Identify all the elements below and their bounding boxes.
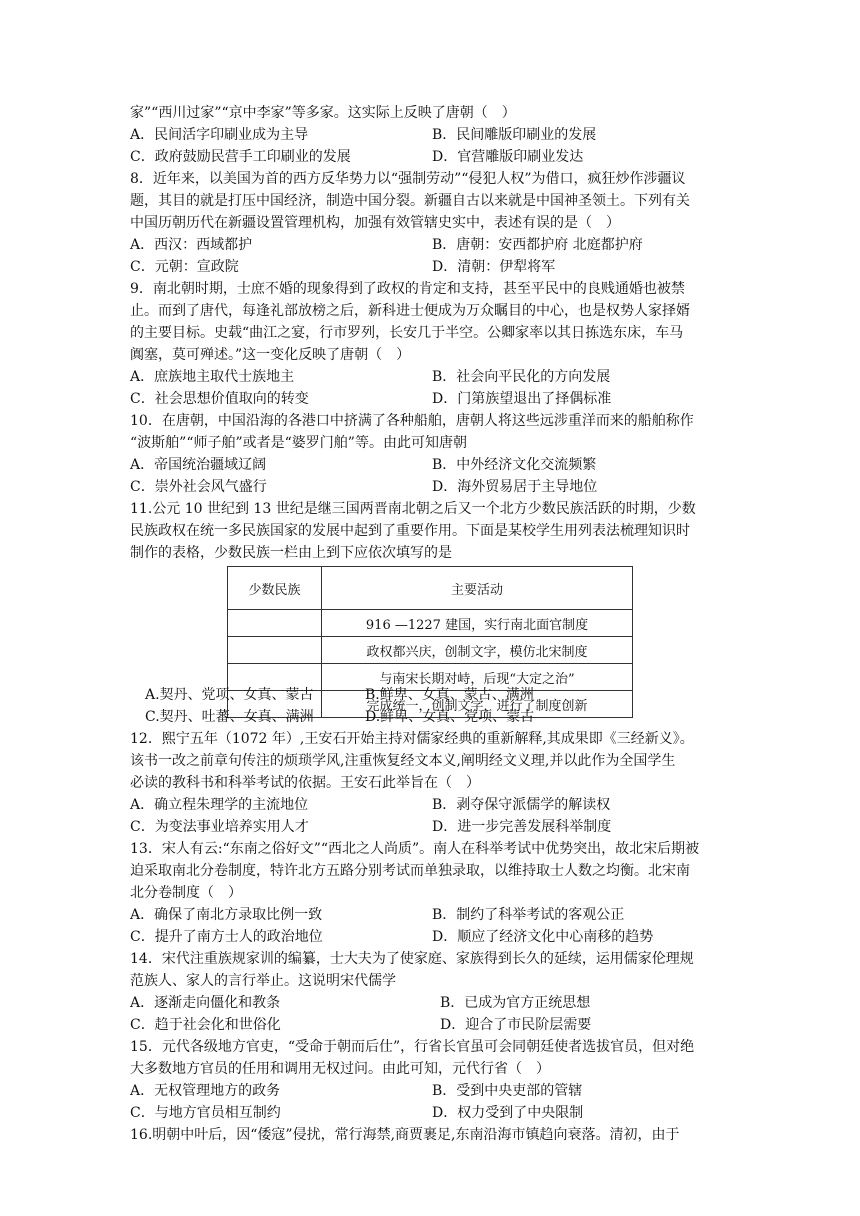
q12-option-a[interactable]: A．确立程朱理学的主流地位 [130, 797, 309, 813]
q14-option-a[interactable]: A．逐渐走向僵化和教条 [130, 995, 281, 1011]
q11-stem-line: 制作的表格，少数民族一栏由上到下应依次填写的是 [130, 545, 452, 561]
q16-stem-line: 16.明朝中叶后，因“倭寇”侵扰，常行海禁,商贾裹足,东南沿海市镇趋向衰落。清初，由于 [130, 1127, 680, 1143]
q14-stem-line: 范族人、家人的言行举止。这说明宋代儒学 [130, 973, 396, 989]
q14-option-d[interactable]: D．迎合了市民阶层需要 [440, 1017, 592, 1033]
q10-option-c[interactable]: C．崇外社会风气盛行 [130, 479, 267, 495]
q12-option-c[interactable]: C．为变法事业培养实用人才 [130, 819, 309, 835]
q13-option-d[interactable]: D．顺应了经济文化中心南移的趋势 [432, 929, 654, 945]
q8-option-b[interactable]: B．唐朝：安西都护府 北庭都护府 [432, 237, 643, 253]
q9-stem-line: 9．南北朝时期，士庶不婚的现象得到了政权的肯定和支持，甚至平民中的良贱通婚也被禁 [130, 281, 685, 297]
q11-stem-line: 民族政权在统一多民族国家的发展中起到了重要作用。下面是某校学生用列表法梳理知识时 [130, 523, 690, 539]
q12-stem-line: 必读的教科书和科举考试的依据。王安石此举旨在（ ） [130, 775, 480, 791]
q14-stem-line: 14．宋代注重族规家训的编纂，士大夫为了使家庭、家族得到长久的延续，运用儒家伦理规 [130, 951, 694, 967]
q10-stem-line: 10．在唐朝，中国沿海的各港口中挤满了各种船舶，唐朝人将这些远涉重洋而来的船舶称作 [130, 413, 694, 429]
q13-option-b[interactable]: B．制约了科举考试的客观公正 [432, 907, 625, 923]
q13-stem-line: 北分卷制度（ ） [130, 885, 242, 901]
q13-option-c[interactable]: C．提升了南方士人的政治地位 [130, 929, 323, 945]
table-header-activity: 主要活动 [322, 567, 633, 610]
q12-stem-line: 该书一改之前章句传注的烦琐学风,注重恢复经文本义,阐明经文义理,并以此作为全国学生 [130, 753, 676, 769]
q7-option-c[interactable]: C．政府鼓励民营手工印刷业的发展 [130, 149, 351, 165]
table-row [228, 610, 633, 637]
q10-option-a[interactable]: A．帝国统治疆域辽阔 [130, 457, 267, 473]
q9-option-c[interactable]: C．社会思想价值取向的转变 [130, 391, 309, 407]
table-cell-activity: 916 —1227 建国，实行南北面官制度 [322, 610, 633, 637]
table-cell-activity: 与南宋长期对峙，后现“大定之治” [322, 664, 633, 691]
q15-stem-line: 15．元代各级地方官吏，“受命于朝而后仕”，行省长官虽可会同朝廷使者选拔官员，但对绝 [130, 1039, 695, 1055]
q9-option-d[interactable]: D．门第族望退出了择偶标准 [432, 391, 612, 407]
table-cell-ethnic [228, 610, 322, 637]
q11-stem-line: 11.公元 10 世纪到 13 世纪是继三国两晋南北朝之后又一个北方少数民族活跃的时期，少数 [130, 501, 696, 517]
q7-option-b[interactable]: B．民间雕版印刷业的发展 [432, 127, 597, 143]
q9-stem-line: 止。而到了唐代，每逢礼部放榜之后，新科进士便成为万众瞩目的中心，也是权势人家择婿 [130, 303, 690, 319]
q8-option-c[interactable]: C．元朝：宣政院 [130, 259, 239, 275]
q13-option-a[interactable]: A．确保了南北方录取比例一致 [130, 907, 323, 923]
table-header-row [228, 567, 633, 610]
q14-option-c[interactable]: C．趋于社会化和世俗化 [130, 1017, 281, 1033]
q8-stem-line: 中国历朝历代在新疆设置管理机构，加强有效管辖史实中，表述有误的是（ ） [130, 215, 620, 231]
q8-stem-line: 8．近年来，以美国为首的西方反华势力以“强制劳动”“侵犯人权”为借口，疯狂炒作涉疆议 [130, 171, 686, 187]
q15-option-a[interactable]: A．无权管理地方的政务 [130, 1083, 281, 1099]
q8-stem-line: 题，其目的就是打压中国经济，制造中国分裂。新疆自古以来就是中国神圣领土。下列有关 [130, 193, 690, 209]
q9-option-b[interactable]: B．社会向平民化的方向发展 [432, 369, 611, 385]
q15-option-d[interactable]: D．权力受到了中央限制 [432, 1105, 584, 1121]
q15-option-c[interactable]: C．与地方官员相互制约 [130, 1105, 281, 1121]
q15-option-b[interactable]: B．受到中央吏部的管辖 [432, 1083, 583, 1099]
q10-option-b[interactable]: B．中外经济文化交流频繁 [432, 457, 597, 473]
q7-option-a[interactable]: A．民间活字印刷业成为主导 [130, 127, 309, 143]
q12-option-d[interactable]: D．进一步完善发展科举制度 [432, 819, 612, 835]
table-header-ethnic: 少数民族 [228, 567, 322, 610]
q9-stem-line: 阗塞，莫可殚述。”这一变化反映了唐朝（ ） [130, 347, 411, 363]
q10-stem-line: “波斯舶”“师子舶”或者是“婆罗门舶”等。由此可知唐朝 [130, 435, 467, 451]
q11-option-b[interactable]: B.鲜卑、女真、蒙古、满洲 [365, 687, 534, 703]
q7-option-d[interactable]: D．官营雕版印刷业发达 [432, 149, 584, 165]
q12-option-b[interactable]: B．剥夺保守派儒学的解读权 [432, 797, 611, 813]
q15-stem-line: 大多数地方官员的任用和调用无权过问。由此可知，元代行省（ ） [130, 1061, 550, 1077]
q13-stem-line: 迫采取南北分卷制度，特许北方五路分别考试而单独录取，以维持取士人数之均衡。北宋南 [130, 863, 690, 879]
q11-option-a[interactable]: A.契丹、党项、女真、蒙古 [145, 687, 314, 703]
q9-stem-line: 的主要目标。史载“曲江之宴，行市罗列，长安几于半空。公卿家率以其日拣选东床，车马 [130, 325, 684, 341]
q7-stem-line: 家”“西川过家”“京中李家”等多家。这实际上反映了唐朝（ ） [130, 105, 516, 121]
table-row [228, 637, 633, 664]
q8-option-a[interactable]: A．西汉：西域都护 [130, 237, 253, 253]
q11-option-c[interactable]: C.契丹、吐蕃、女真、满洲 [145, 709, 314, 725]
q9-option-a[interactable]: A．庶族地主取代士族地主 [130, 369, 295, 385]
q14-option-b[interactable]: B．已成为官方正统思想 [440, 995, 591, 1011]
q10-option-d[interactable]: D．海外贸易居于主导地位 [432, 479, 598, 495]
table-cell-activity: 完成统一，创制文字，进行了制度创新 [322, 691, 633, 718]
q8-option-d[interactable]: D．清朝：伊犁将军 [432, 259, 556, 275]
q11-option-d[interactable]: D.鲜卑、女真、党项、蒙古 [365, 709, 535, 725]
table-cell-ethnic [228, 637, 322, 664]
q12-stem-line: 12．熙宁五年（1072 年）,王安石开始主持对儒家经典的重新解释,其成果即《三经新义》。 [130, 731, 694, 747]
q13-stem-line: 13．宋人有云:“东南之俗好文”“西北之人尚质”。南人在科举考试中优势突出，故北宋后期被 [130, 841, 700, 857]
table-cell-activity: 政权都兴庆，创制文字，模仿北宋制度 [322, 637, 633, 664]
